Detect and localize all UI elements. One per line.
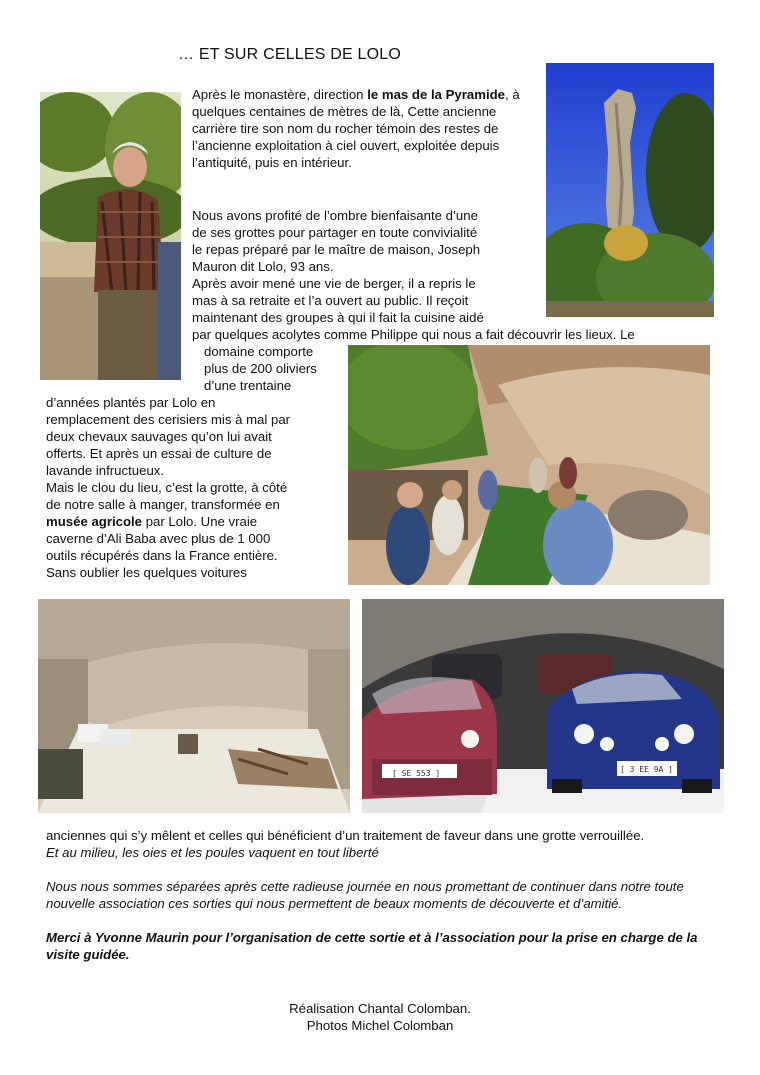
text-line: de ses grottes pour partager en toute convivialité [192,225,478,240]
text-run: de notre salle à manger, transformée en [46,497,280,512]
text-run: remplacement des cerisiers mis à mal par [46,412,291,427]
photo-grotto-lunch [348,345,710,585]
text-run: outils récupérés dans la France entière. [46,548,278,563]
text-line: Nous avons profité de l’ombre bienfaisante d’une [192,208,478,223]
article-title: … ET SUR CELLES DE LOLO [178,46,402,63]
text-line [46,547,346,564]
photo-museum-cave [38,599,350,813]
credit-photos: Photos Michel Colomban [306,1018,454,1033]
bold-run: musée agricole [46,514,143,529]
text-line [46,564,346,581]
license-plate-left: [ SE 553 ] [392,769,441,778]
text-line: le repas préparé par le maître de maison, Joseph [192,242,481,257]
paragraph-thanks: Merci à Yvonne Maurin pour l’organisation de cette sortie et à l’association pour la prise en charge de la visite guidée. [46,930,698,962]
photo-cars-grotto [362,599,724,813]
text-line: d’une trentaine [204,378,292,393]
text-run: offerts. Et après un essai de culture de [46,446,272,461]
text-line [46,394,346,411]
text-line [46,445,346,462]
text-run: d’années plantés par Lolo en [46,395,216,410]
text-line [46,530,346,547]
text-line [46,513,346,530]
text-line [46,428,346,445]
text-line: mas à sa retraite et l’a ouvert au public. Il reçoit [192,293,469,308]
text-line [46,411,346,428]
text-narrow-column [192,343,342,394]
text-line-wide: par quelques acolytes comme Philippe qui nous a fait découvrir les lieux. Le [192,327,635,342]
text-run: caverne d’Ali Baba avec plus de 1 000 [46,531,271,546]
text-run: par Lolo. Une vraie [142,514,258,529]
text-line [46,462,346,479]
paragraph-closing: Nous nous sommes séparées après cette radieuse journée en nous promettant de continuer dans notre toute nouvelle association ces sorties qui nous permettent de beaux moments de découverte et d’amitié. [46,879,684,911]
photo-lolo-portrait [40,92,181,380]
paragraph-museum [46,394,346,581]
text-line: plus de 200 oliviers [204,361,317,376]
text-run: Mais le clou du lieu, c’est la grotte, à côté [46,480,288,495]
paragraph-cars: anciennes qui s’y mêlent et celles qui bénéficient d’un traitement de faveur dans une grotte verrouillée. [46,828,645,843]
text-line: Mauron dit Lolo, 93 ans. [192,259,334,274]
paragraph-geese: Et au milieu, les oies et les poules vaquent en tout liberté [46,845,379,860]
text-run: Sans oublier les quelques voitures [46,565,247,580]
text-line [46,479,346,496]
credit-realisation: Réalisation Chantal Colomban. [289,1001,471,1016]
paragraph-lunch [192,207,538,326]
text-line [46,496,346,513]
text-run: lavande infructueux. [46,463,165,478]
license-plate-right: [ 3 EE 9A ] [620,765,673,774]
text-line: Après avoir mené une vie de berger, il a repris le [192,276,476,291]
text-line: maintenant des groupes à qui il fait la cuisine aidé [192,310,484,325]
text-run: Après le monastère, direction [192,87,368,102]
paragraph-intro [192,86,536,171]
bold-run: le mas de la Pyramide [367,87,505,102]
text-run: deux chevaux sauvages qu’on lui avait [46,429,272,444]
bottom-text [46,827,716,963]
text-run: , à quelques centaines de mètres de là, Cette ancienne carrière tire son nom du rocher témoin des restes de l’ancienne exploitation à ciel ouvert, exploitée depuis l’antiquité, puis en intérieur. [192,87,520,170]
text-line: domaine comporte [204,344,314,359]
photo-pyramid-rock [546,63,714,317]
credits [230,1000,530,1034]
